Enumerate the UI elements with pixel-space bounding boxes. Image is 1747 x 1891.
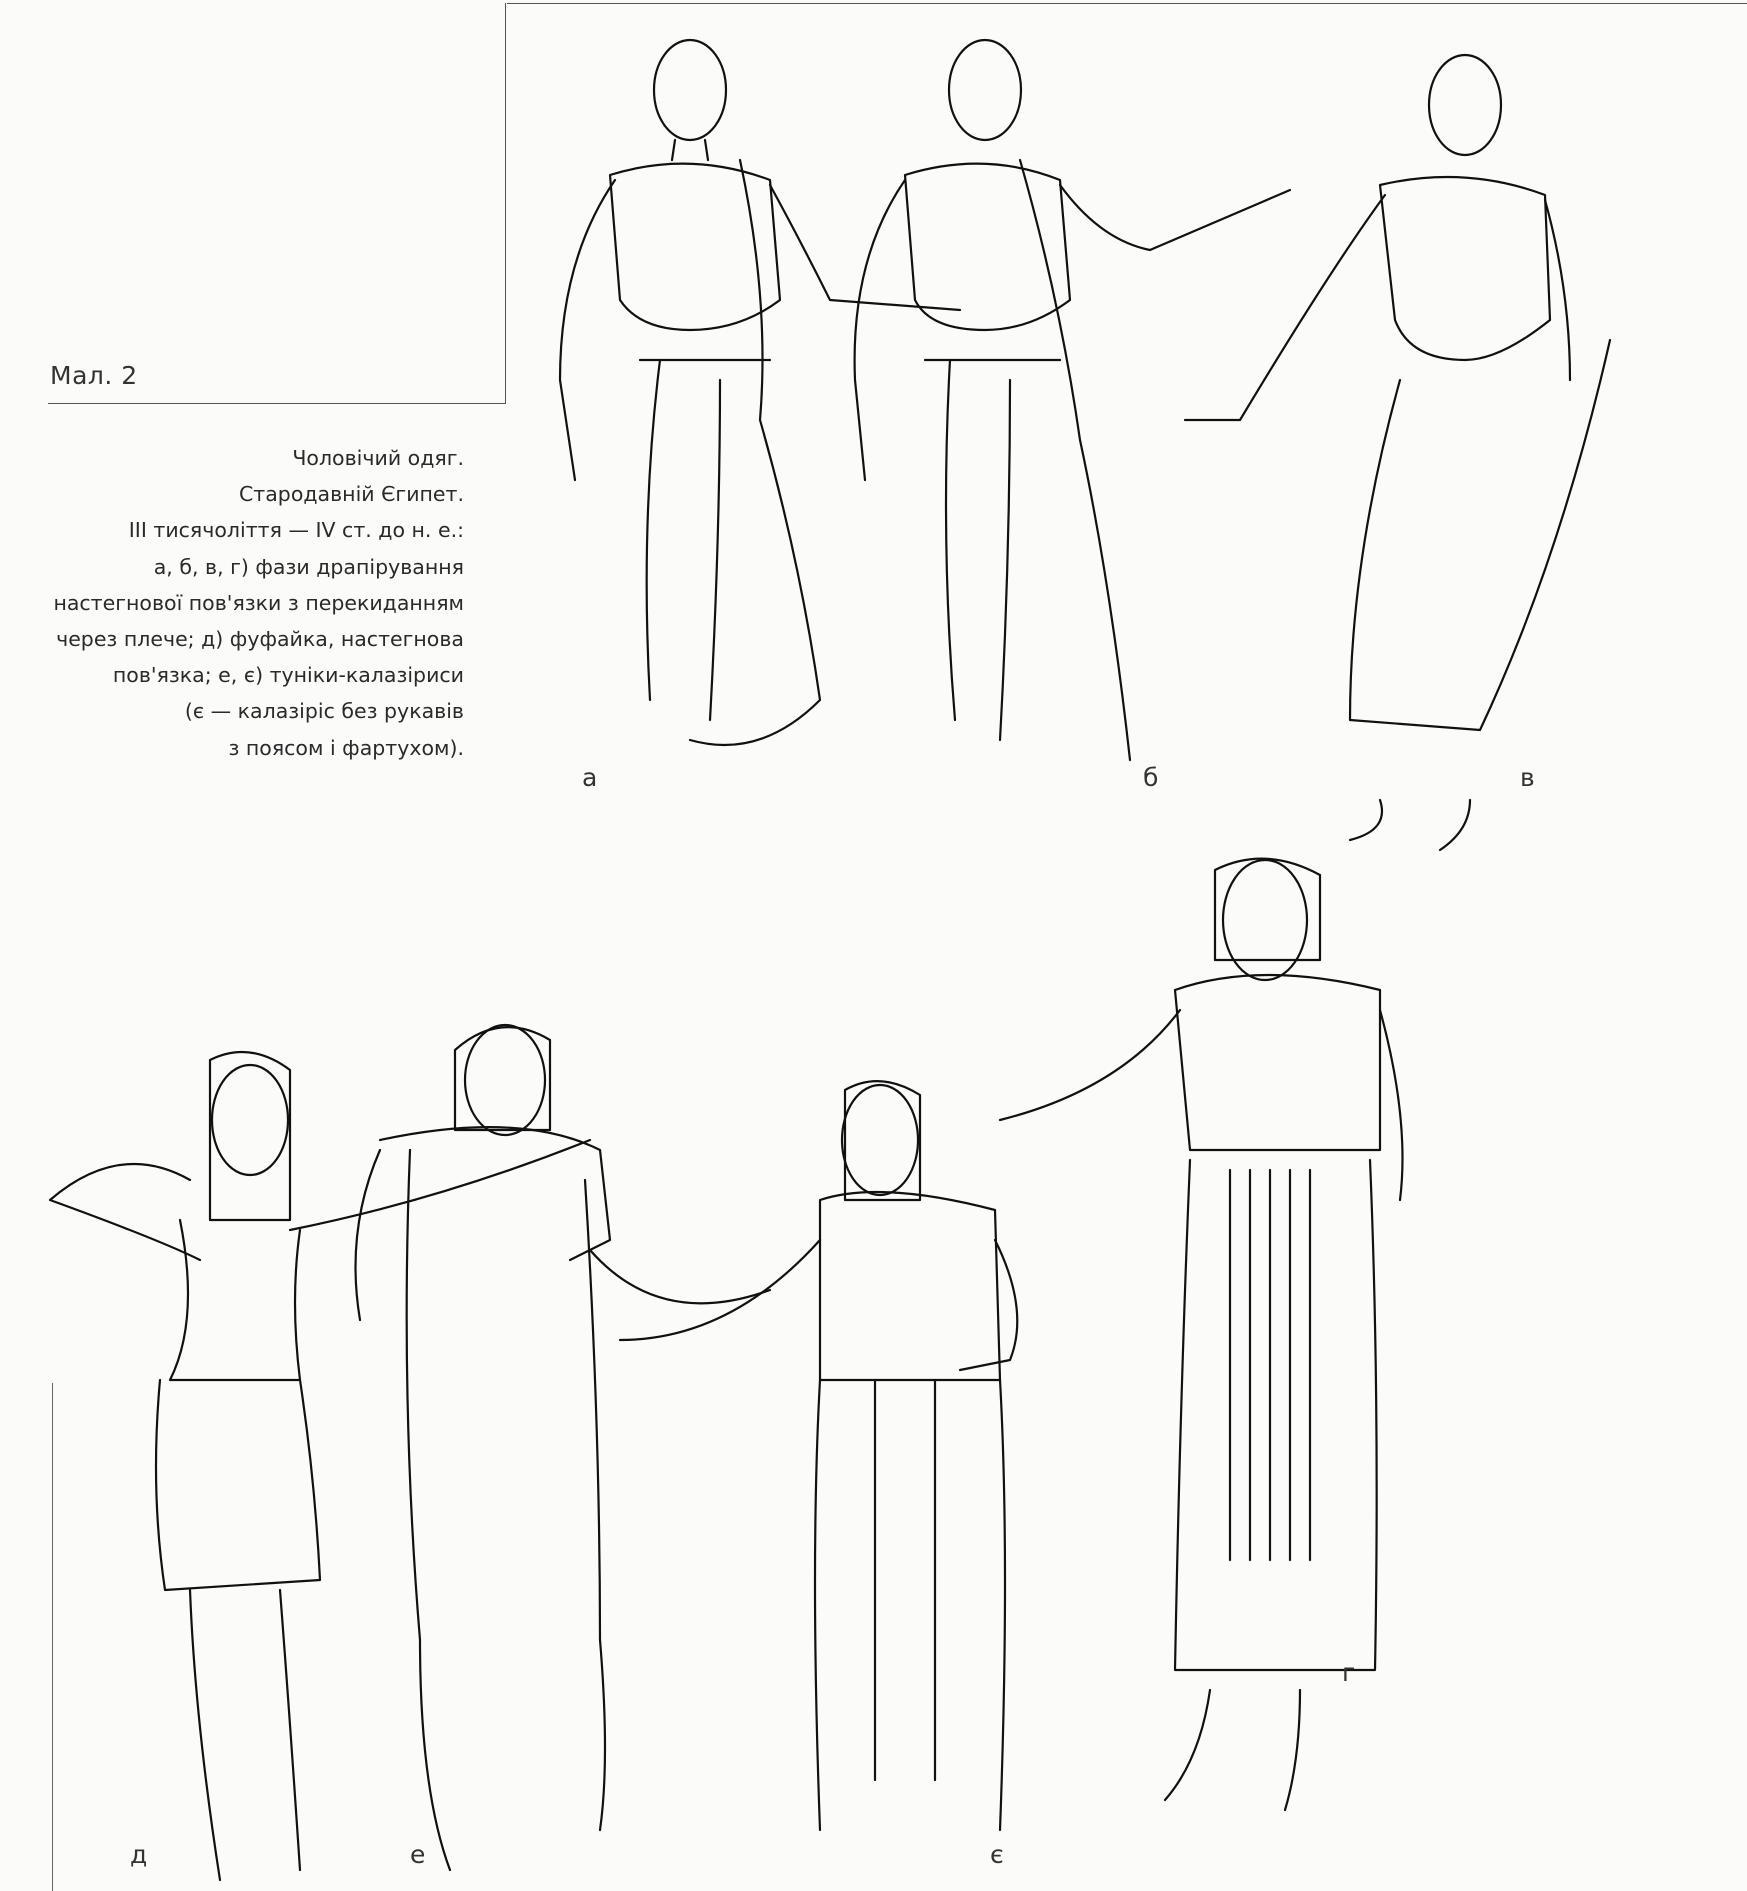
caption-line: настегнової пов'язки з перекиданням [53, 590, 464, 615]
caption-line: (є — калазіріс без рукавів [184, 699, 464, 724]
figure-b-drawing [855, 40, 1290, 760]
caption-line: через плече; д) фуфайка, настегнова [56, 627, 464, 652]
figure-b-label: б [1143, 763, 1159, 792]
caption-line: III тисячоліття — IV ст. до н. е.: [128, 518, 464, 543]
caption-line: Стародавній Єгипет. [238, 482, 464, 507]
figure-a-label: а [582, 763, 598, 792]
figure-ye-drawing [620, 1081, 1017, 1830]
figure-label: Мал. 2 [50, 361, 138, 390]
caption-line: з поясом і фартухом). [228, 735, 464, 760]
figure-a-drawing [560, 40, 960, 745]
caption-line: пов'язка; е, є) туніки-калазіриси [112, 663, 464, 688]
figure-ye-label: є [990, 1840, 1004, 1869]
figure-e-label: е [410, 1840, 426, 1869]
figure-d-drawing [50, 1052, 590, 1880]
figure-d-label: д [130, 1840, 148, 1869]
caption-line: а, б, в, г) фази драпірування [153, 554, 464, 579]
figure-v-label: в [1520, 763, 1535, 792]
figure-g-label: г [1342, 1658, 1356, 1687]
figure-v-drawing [1185, 55, 1610, 850]
caption-line: Чоловічий одяг. [292, 446, 464, 470]
